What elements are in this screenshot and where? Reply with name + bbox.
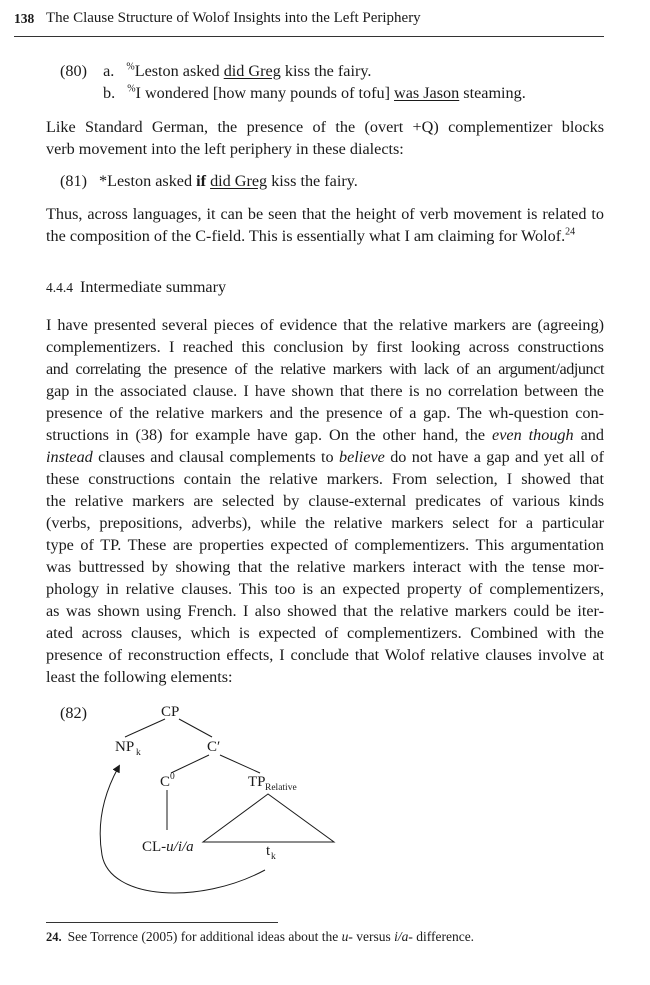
node-trace: t: [266, 843, 271, 859]
edge-cbar-c0: [171, 755, 209, 773]
paragraph-2: Thus, across languages, it can be seen that the height of verb movement is related to the composition of the C-field. This is essentially what I am claiming for Wolof.$^{24}$: [46, 205, 604, 245]
node-np: NP: [115, 739, 135, 755]
section-heading: 4.4.4 Intermediate summary: [46, 278, 227, 296]
node-cl: CL-u/i/a: [142, 839, 194, 855]
example-80a: (80) a. %Leston asked did Greg kiss the fairy.: [60, 61, 372, 80]
example-80b: b. %I wondered [how many pounds of tofu] was Jason steaming.: [103, 83, 526, 102]
page-number: 138: [14, 11, 35, 26]
example-82-label: (82): [60, 704, 87, 722]
movement-arrow: [100, 768, 265, 893]
footnote-24: 24. See Torrence (2005) for additional ideas about the u- versus i/a- difference.: [46, 929, 475, 944]
paragraph-1: Like Standard German, the presence of the (overt +Q) complementizer blocks verb movement into the left periphery in these dialects:: [46, 118, 604, 158]
node-cbar: C′: [207, 739, 221, 755]
node-c0-superscript: 0: [170, 772, 175, 782]
node-tp-subscript: Relative: [265, 783, 297, 793]
edge-cp-cbar: [179, 719, 212, 737]
edge-cbar-tp: [220, 755, 260, 773]
edge-cp-np: [125, 719, 165, 737]
paragraph-3: I have presented several pieces of evidence that the relative markers are (agreeing) complementizers. I reached this conclusion by first looking across constructions and correlating the presence of the relative markers with lack of an argument/adjunct gap in the associated clause. I have shown that there is no correlation between the presence of the relative markers and the presence of a gap. The wh-question con- structions in (38) for example have gap. On the other hand, the even though and instead clauses and clausal complements to believe do not have a gap and yet all of these constructions contain the relative markers. From selection, I showed that the relative markers are selected by clause-external predicates of various kinds (verbs, prepositions, adverbs), while the relative markers select for a particular type of TP. These are properties expected of complementizers. This argumentation was buttressed by showing that the relative markers interact with the tense mor- phology in relative clauses. This too is an expected property of complementizers, as was shown using French. I also showed that the relative markers could be iter- ated across clauses, which is expected of complementizers. Combined with the presence of reconstruction effects, I conclude that Wolof relative clauses involve at least the following elements:: [46, 316, 604, 686]
example-81: (81) *Leston asked if did Greg kiss the fairy.: [60, 172, 358, 190]
node-np-subscript: k: [136, 748, 141, 758]
running-header: The Clause Structure of Wolof Insights into the Left Periphery: [46, 10, 421, 26]
node-tp: TP: [248, 774, 266, 790]
footnote-rule: [46, 922, 278, 923]
node-c0: C: [160, 774, 171, 790]
node-cp: CP: [161, 704, 180, 720]
footnote-ref: 24: [565, 226, 576, 238]
node-trace-subscript: k: [271, 852, 276, 862]
tp-triangle: [203, 794, 334, 842]
